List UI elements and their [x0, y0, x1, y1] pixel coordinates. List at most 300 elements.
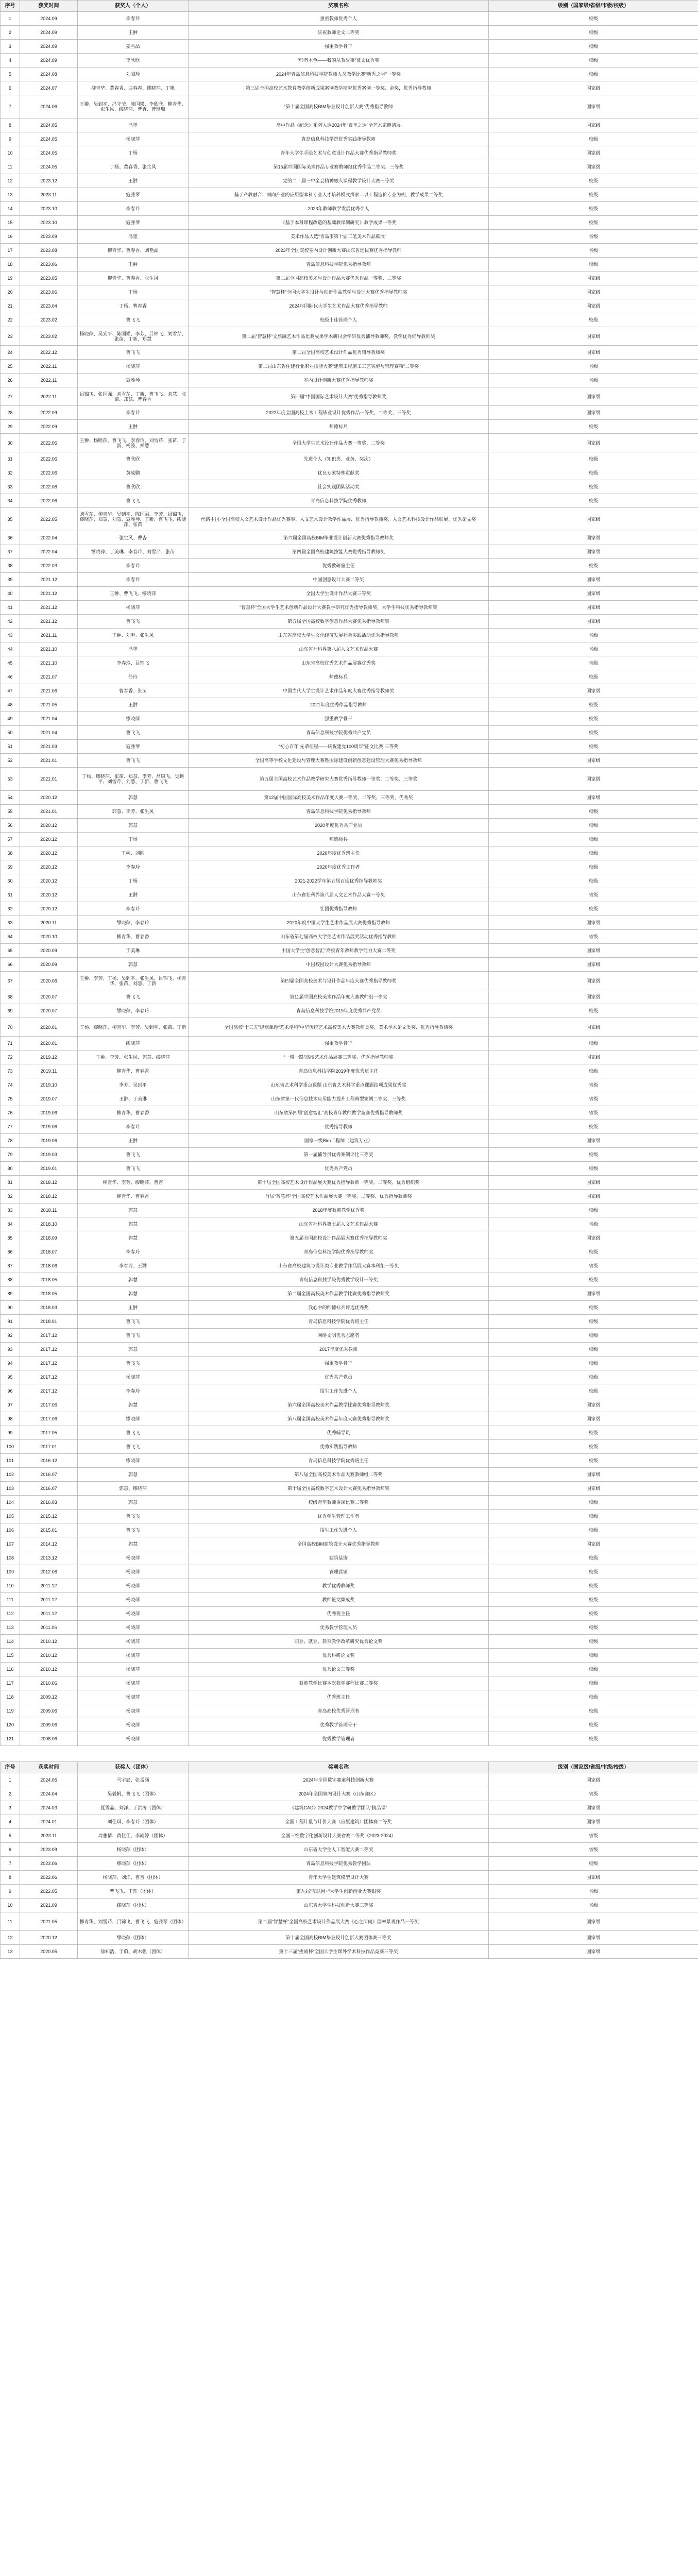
- table-row: [1, 1259, 698, 1273]
- cell-date: 2011.12: [20, 1593, 78, 1607]
- cell-date: 2021.04: [20, 726, 78, 740]
- cell-winner: 曹飞飞: [78, 1440, 189, 1454]
- cell-index: 36: [1, 531, 20, 545]
- cell-winner: 姜雪晶: [78, 40, 189, 54]
- table-row: [1, 833, 698, 846]
- section-gap: [0, 1746, 698, 1761]
- cell-level: 校级: [489, 12, 698, 26]
- cell-level: 校级: [489, 67, 698, 81]
- cell-date: 2021.12: [20, 615, 78, 629]
- individual-header-row: [1, 1, 698, 12]
- cell-level: 省级: [489, 1787, 698, 1801]
- cell-level: 国家级: [489, 754, 698, 768]
- header-award: 奖项名称: [189, 1762, 489, 1773]
- cell-award: 庆祝教师论文二等奖: [189, 26, 489, 40]
- table-row: [1, 1704, 698, 1718]
- cell-level: 省级: [489, 888, 698, 902]
- cell-date: 2024.03: [20, 1801, 78, 1815]
- cell-index: 67: [1, 972, 20, 990]
- group-awards-table: [0, 1761, 698, 1959]
- table-row: [1, 1857, 698, 1871]
- cell-winner: 王翀、李芳、丁杨、吴到平、张生风、吕锦飞、柳青华、张苗、刘慧、丁新: [78, 972, 189, 990]
- cell-winner: 郭慧: [78, 1537, 189, 1551]
- cell-award: 优秀班主任: [189, 1607, 489, 1621]
- cell-winner: 曹飞飞: [78, 1148, 189, 1162]
- cell-level: 校级: [489, 902, 698, 916]
- table-row: [1, 480, 698, 494]
- cell-level: 校级: [489, 846, 698, 860]
- cell-winner: 柳青华、曹春香、张生风: [78, 272, 189, 285]
- cell-award: 中国大学生“创意智汇”高校青年教师教学能力大赛二等奖: [189, 944, 489, 958]
- cell-winner: 丁杨: [78, 285, 189, 299]
- cell-index: 31: [1, 452, 20, 466]
- cell-level: 校级: [489, 1565, 698, 1579]
- cell-date: 2022.09: [20, 406, 78, 420]
- table-row: [1, 1537, 698, 1551]
- cell-index: 28: [1, 406, 20, 420]
- cell-award: 校级十佳管理个人: [189, 313, 489, 327]
- cell-index: 84: [1, 1217, 20, 1231]
- cell-date: 2019.06: [20, 1120, 78, 1134]
- cell-award: 基于产教融合、面向产业的应用型本科专业人才培养模式探索—以工程造价专业为例，教学成果二等奖: [189, 188, 489, 202]
- cell-date: 2024.06: [20, 95, 78, 118]
- cell-level: 省级: [489, 360, 698, 374]
- cell-date: 2022.06: [20, 494, 78, 508]
- table-row: [1, 1370, 698, 1384]
- cell-winner: 王翀: [78, 888, 189, 902]
- cell-winner: 柳青华、曹春香: [78, 1190, 189, 1204]
- cell-award: 职业、就业、教育教学改革研究优秀论文奖: [189, 1635, 489, 1649]
- cell-index: 1: [1, 1773, 20, 1787]
- cell-date: 2024.05: [20, 160, 78, 174]
- cell-winner: 曹欣欣: [78, 480, 189, 494]
- table-row: [1, 1176, 698, 1190]
- cell-date: 2022.11: [20, 387, 78, 406]
- cell-level: 校级: [489, 712, 698, 726]
- cell-winner: 郭慧: [78, 1231, 189, 1245]
- cell-winner: 李春玲: [78, 1384, 189, 1398]
- table-row: [1, 1843, 698, 1857]
- cell-index: 80: [1, 1162, 20, 1176]
- cell-winner: 李春玲、吕锦飞: [78, 656, 189, 670]
- cell-date: 2020.01: [20, 1037, 78, 1050]
- cell-award: 社会实践团队活动奖: [189, 480, 489, 494]
- cell-award: 师德标兵: [189, 420, 489, 434]
- table-row: [1, 819, 698, 833]
- table-row: [1, 902, 698, 916]
- cell-winner: 任玲: [78, 670, 189, 684]
- table-row: [1, 958, 698, 972]
- cell-level: 校级: [489, 1204, 698, 1217]
- cell-award: 网络文明优秀志愿者: [189, 1329, 489, 1343]
- cell-level: 校级: [489, 1663, 698, 1676]
- cell-award: 第六届全国高校BIM毕业设计创新大赛优秀指导教师奖: [189, 531, 489, 545]
- table-row: [1, 629, 698, 642]
- cell-level: 校级: [489, 216, 698, 230]
- cell-date: 2019.01: [20, 1162, 78, 1176]
- cell-award: 第二届山东省住建行业职业技能大赛“建筑工程施工工艺实施与管理赛项”二等奖: [189, 360, 489, 374]
- cell-level: 校级: [489, 40, 698, 54]
- cell-winner: 杨晓萍: [78, 1621, 189, 1635]
- header-award: 奖项名称: [189, 1, 489, 12]
- cell-award: 山东省大学生人工智能大赛二等奖: [189, 1843, 489, 1857]
- cell-index: 11: [1, 1912, 20, 1931]
- cell-winner: 王翀、李芳、张生风、郭慧、缪晓萍: [78, 1050, 189, 1064]
- table-row: [1, 374, 698, 387]
- cell-index: 121: [1, 1732, 20, 1746]
- cell-level: 校级: [489, 466, 698, 480]
- cell-award: 建筑装饰: [189, 1551, 489, 1565]
- cell-date: 2017.06: [20, 1412, 78, 1426]
- cell-date: 2009.06: [20, 1718, 78, 1732]
- cell-date: 2022.06: [20, 434, 78, 452]
- table-row: [1, 1787, 698, 1801]
- table-row: [1, 1315, 698, 1329]
- cell-award: 招生工作先进个人: [189, 1384, 489, 1398]
- cell-winner: 丁杨、缪晓萍、张苗、郑慧、李芳、吕锦飞、吴到平、刘雪芹、刘慧、丁新、曹飞飞: [78, 768, 189, 791]
- cell-award: 青岛信息科技学院优秀指导教师: [189, 805, 489, 819]
- cell-award: 优秀实践指导教师: [189, 1440, 489, 1454]
- cell-winner: 曹欣欣: [78, 452, 189, 466]
- table-row: [1, 754, 698, 768]
- cell-index: 2: [1, 26, 20, 40]
- cell-index: 40: [1, 587, 20, 601]
- cell-award: 美术作品入选“青岛市第十届工笔美术作品联展”: [189, 230, 489, 244]
- cell-index: 87: [1, 1259, 20, 1273]
- cell-winner: 李春玲: [78, 559, 189, 573]
- table-row: [1, 1190, 698, 1204]
- cell-index: 3: [1, 40, 20, 54]
- cell-level: 国家级: [489, 434, 698, 452]
- cell-level: 校级: [489, 740, 698, 754]
- cell-level: 省级: [489, 1829, 698, 1843]
- table-row: [1, 387, 698, 406]
- cell-level: 国家级: [489, 1482, 698, 1496]
- cell-winner: 杨晓萍: [78, 1607, 189, 1621]
- cell-date: 2015.12: [20, 1510, 78, 1523]
- cell-award: 2024年全国数字赛道科技创新大赛: [189, 1773, 489, 1787]
- cell-date: 2011.12: [20, 1607, 78, 1621]
- cell-date: 2022.06: [20, 1871, 78, 1885]
- cell-winner: 曹飞飞: [78, 313, 189, 327]
- cell-winner: 冯墨: [78, 230, 189, 244]
- cell-index: 112: [1, 1607, 20, 1621]
- cell-level: 校级: [489, 833, 698, 846]
- cell-level: 省级: [489, 1106, 698, 1120]
- table-row: [1, 1482, 698, 1496]
- cell-award: 招生工作先进个人: [189, 1523, 489, 1537]
- cell-level: 校级: [489, 1148, 698, 1162]
- cell-index: 47: [1, 684, 20, 698]
- cell-date: 2022.06: [20, 452, 78, 466]
- cell-level: 校级: [489, 1357, 698, 1370]
- cell-winner: 曹春香、张苗: [78, 684, 189, 698]
- cell-award: 优秀论文三等奖: [189, 1663, 489, 1676]
- cell-date: 2010.12: [20, 1663, 78, 1676]
- cell-level: 校级: [489, 1301, 698, 1315]
- table-row: [1, 698, 698, 712]
- cell-date: 2019.12: [20, 1050, 78, 1064]
- cell-winner: 寇雅琴: [78, 374, 189, 387]
- cell-award: 第四届全国高校建筑技能大赛优秀指导教师奖: [189, 545, 489, 559]
- cell-level: 校级: [489, 420, 698, 434]
- cell-index: 4: [1, 54, 20, 67]
- cell-date: 2018.07: [20, 1245, 78, 1259]
- table-row: [1, 972, 698, 990]
- table-row: [1, 81, 698, 95]
- table-row: [1, 12, 698, 26]
- table-row: [1, 1004, 698, 1018]
- cell-index: 38: [1, 559, 20, 573]
- cell-level: 国家级: [489, 1050, 698, 1064]
- cell-winner: 杨晓萍: [78, 1579, 189, 1593]
- cell-winner: 李欣欣: [78, 54, 189, 67]
- cell-winner: 杨晓萍: [78, 1718, 189, 1732]
- cell-winner: 曹飞飞: [78, 754, 189, 768]
- cell-winner: 柳青华、黄春香、曲春春、缪晓萍、丁艳: [78, 81, 189, 95]
- cell-index: 116: [1, 1663, 20, 1676]
- cell-index: 30: [1, 434, 20, 452]
- cell-index: 35: [1, 508, 20, 531]
- cell-award: 全国高校BIM建筑设计大赛优秀指导教师: [189, 1537, 489, 1551]
- cell-winner: 丁杨: [78, 874, 189, 888]
- cell-index: 39: [1, 573, 20, 587]
- cell-level: 校级: [489, 54, 698, 67]
- cell-index: 55: [1, 805, 20, 819]
- cell-level: 国家级: [489, 1412, 698, 1426]
- cell-date: 2020.09: [20, 958, 78, 972]
- cell-level: 校级: [489, 1593, 698, 1607]
- cell-index: 6: [1, 81, 20, 95]
- cell-date: 2020.10: [20, 930, 78, 944]
- cell-winner: 于美琳: [78, 944, 189, 958]
- cell-date: 2019.06: [20, 1106, 78, 1120]
- cell-winner: 郭慧: [78, 1287, 189, 1301]
- cell-index: 66: [1, 958, 20, 972]
- cell-level: 国家级: [489, 1537, 698, 1551]
- cell-index: 5: [1, 67, 20, 81]
- cell-level: 国家级: [489, 916, 698, 930]
- cell-level: 国家级: [489, 387, 698, 406]
- table-row: [1, 1204, 698, 1217]
- cell-winner: 李春玲: [78, 902, 189, 916]
- cell-date: 2018.06: [20, 1259, 78, 1273]
- table-row: [1, 434, 698, 452]
- table-row: [1, 712, 698, 726]
- cell-level: 校级: [489, 1004, 698, 1018]
- cell-winner: 曹飞飞: [78, 990, 189, 1004]
- cell-award: 山东省第一代信息技术应用能力提升工程典型案例二等奖、三等奖: [189, 1092, 489, 1106]
- cell-date: 2020.12: [20, 1931, 78, 1945]
- cell-award: 第三届全国高校艺术教育教学创新成果案例教学研究优秀案例一等奖、金奖，优秀指导教师: [189, 81, 489, 95]
- table-row: [1, 531, 698, 545]
- cell-index: 43: [1, 629, 20, 642]
- cell-award: 山东省高校大学生文化经济发展社会实践活动优秀指导教师: [189, 629, 489, 642]
- cell-index: 25: [1, 360, 20, 374]
- cell-level: 校级: [489, 1426, 698, 1440]
- cell-date: 2024.05: [20, 118, 78, 132]
- cell-date: 2018.09: [20, 1231, 78, 1245]
- cell-date: 2021.07: [20, 670, 78, 684]
- cell-winner: 缪晓萍（团体）: [78, 1857, 189, 1871]
- cell-level: 校级: [489, 1621, 698, 1635]
- cell-award: 2024年国际代大学生艺术作品大赛优秀指导教师: [189, 299, 489, 313]
- cell-date: 2024.05: [20, 1773, 78, 1787]
- cell-index: 16: [1, 230, 20, 244]
- cell-level: 国家级: [489, 1468, 698, 1482]
- cell-date: 2022.04: [20, 531, 78, 545]
- cell-date: 2016.07: [20, 1482, 78, 1496]
- cell-index: 117: [1, 1676, 20, 1690]
- cell-index: 110: [1, 1579, 20, 1593]
- header-winner: 获奖人（个人）: [78, 1, 189, 12]
- cell-award: 山东省社科界第七届人文艺术作品大赛: [189, 1217, 489, 1231]
- cell-award: 丝路中国·全国高校人文艺术设计作品优秀赛事、人文艺术设计教学作品展、优秀指导教师奖、人文艺术科技设计作品联展、优秀论文奖: [189, 508, 489, 531]
- table-row: [1, 1412, 698, 1426]
- cell-date: 2011.12: [20, 1579, 78, 1593]
- cell-winner: 柳青华、曹春香: [78, 1064, 189, 1078]
- table-row: [1, 258, 698, 272]
- table-row: [1, 508, 698, 531]
- cell-winner: 周雅倩、黄佳佳、李雨婷（团体）: [78, 1829, 189, 1843]
- cell-level: 国家级: [489, 990, 698, 1004]
- cell-level: 校级: [489, 1704, 698, 1718]
- table-row: [1, 1245, 698, 1259]
- cell-level: 校级: [489, 1635, 698, 1649]
- table-row: [1, 285, 698, 299]
- cell-date: 2017.12: [20, 1357, 78, 1370]
- table-row: [1, 1384, 698, 1398]
- cell-winner: 杨晓萍: [78, 1676, 189, 1690]
- cell-award: 2020年度中国大学生艺术作品展大赛优秀指导教师: [189, 916, 489, 930]
- cell-index: 103: [1, 1482, 20, 1496]
- cell-winner: 冯墨: [78, 118, 189, 132]
- table-row: [1, 545, 698, 559]
- table-row: [1, 1018, 698, 1037]
- cell-winner: 李春玲: [78, 1120, 189, 1134]
- cell-award: 全国工程计量与计价大赛（房屋建筑）团体赛二等奖: [189, 1815, 489, 1829]
- cell-level: 国家级: [489, 545, 698, 559]
- cell-winner: 郭慧: [78, 1398, 189, 1412]
- cell-index: 21: [1, 299, 20, 313]
- cell-winner: 王翀、刘尹、张生风: [78, 629, 189, 642]
- cell-index: 26: [1, 374, 20, 387]
- cell-date: 2024.05: [20, 146, 78, 160]
- cell-level: 国家级: [489, 1134, 698, 1148]
- table-row: [1, 1579, 698, 1593]
- cell-date: 2023.04: [20, 299, 78, 313]
- cell-level: 校级: [489, 1064, 698, 1078]
- cell-award: 青岛信息科技学院2019年度优秀共产党员: [189, 1004, 489, 1018]
- cell-winner: 王翀: [78, 420, 189, 434]
- cell-date: 2021.01: [20, 805, 78, 819]
- cell-winner: 杨晓萍: [78, 1635, 189, 1649]
- table-row: [1, 670, 698, 684]
- cell-winner: 丁杨: [78, 146, 189, 160]
- cell-level: 省级: [489, 1843, 698, 1857]
- cell-award: 青岛信息科技学院优秀实践指导教师: [189, 132, 489, 146]
- cell-winner: 杨晓萍: [78, 1565, 189, 1579]
- cell-level: 国家级: [489, 146, 698, 160]
- cell-level: 国家级: [489, 118, 698, 132]
- cell-level: 校级: [489, 132, 698, 146]
- cell-level: 省级: [489, 1217, 698, 1231]
- cell-level: 国家级: [489, 1801, 698, 1815]
- cell-winner: 丁杨、曹春香: [78, 299, 189, 313]
- cell-index: 108: [1, 1551, 20, 1565]
- cell-date: 2019.03: [20, 1148, 78, 1162]
- table-row: [1, 299, 698, 313]
- cell-date: 2020.06: [20, 972, 78, 990]
- cell-date: 2020.05: [20, 1945, 78, 1959]
- cell-award: 强重教师优秀个人: [189, 12, 489, 26]
- table-row: [1, 726, 698, 740]
- cell-award: 2022年度全国高校土木工程毕业设计优秀作品一等奖、二等奖、三等奖: [189, 406, 489, 420]
- cell-award: 优秀教研室主任: [189, 559, 489, 573]
- cell-index: 60: [1, 874, 20, 888]
- cell-level: 省级: [489, 1885, 698, 1899]
- cell-level: 国家级: [489, 1231, 698, 1245]
- cell-level: 国家级: [489, 1815, 698, 1829]
- cell-level: 校级: [489, 1690, 698, 1704]
- cell-award: 强重教学骨干: [189, 40, 489, 54]
- cell-winner: 黄成鹏: [78, 466, 189, 480]
- cell-award: 党的二十届三中全会精神融入课程教学设计大赛一等奖: [189, 174, 489, 188]
- table-row: [1, 1217, 698, 1231]
- cell-award: 国家一级Bim工程师（建筑专业）: [189, 1134, 489, 1148]
- table-row: [1, 1815, 698, 1829]
- cell-index: 18: [1, 258, 20, 272]
- cell-winner: 刘佳琪、李春玲（团体）: [78, 1815, 189, 1829]
- cell-level: 国家级: [489, 1398, 698, 1412]
- cell-date: 2021.01: [20, 754, 78, 768]
- cell-index: 59: [1, 860, 20, 874]
- table-row: [1, 406, 698, 420]
- cell-winner: 曹飞飞: [78, 494, 189, 508]
- cell-level: 国家级: [489, 1018, 698, 1037]
- cell-level: 省级: [489, 656, 698, 670]
- cell-level: 校级: [489, 1162, 698, 1176]
- cell-award: 青年大学生建筑模型设计大赛: [189, 1871, 489, 1885]
- table-row: [1, 202, 698, 216]
- cell-award: 第15届中国国际美术作品专业赛教师组优秀作品二等奖、三等奖: [189, 160, 489, 174]
- cell-date: 2009.12: [20, 1690, 78, 1704]
- cell-level: 校级: [489, 1718, 698, 1732]
- cell-index: 68: [1, 990, 20, 1004]
- cell-winner: 郭慧、李芳、张生风: [78, 805, 189, 819]
- cell-date: 2023.09: [20, 230, 78, 244]
- cell-level: 国家级: [489, 272, 698, 285]
- cell-award: 优秀共产党员: [189, 1370, 489, 1384]
- cell-date: 2021.06: [20, 684, 78, 698]
- cell-award: “智慧杯”全国大学生艺术创新作品设计大赛教学研究优秀指导教师奖、大学生科技优秀指导教师奖: [189, 601, 489, 615]
- cell-date: 2018.03: [20, 1301, 78, 1315]
- cell-date: 2024.09: [20, 40, 78, 54]
- table-row: [1, 160, 698, 174]
- cell-winner: 郭慧: [78, 819, 189, 833]
- cell-level: 校级: [489, 1245, 698, 1259]
- cell-index: 106: [1, 1523, 20, 1537]
- cell-level: 校级: [489, 258, 698, 272]
- cell-date: 2018.05: [20, 1273, 78, 1287]
- cell-date: 2019.10: [20, 1078, 78, 1092]
- cell-winner: 王翀、于美琳: [78, 1092, 189, 1106]
- cell-award: 2024年全国室内设计大赛（山东赛区）: [189, 1787, 489, 1801]
- cell-date: 2018.12: [20, 1190, 78, 1204]
- cell-index: 102: [1, 1468, 20, 1482]
- cell-level: 校级: [489, 1370, 698, 1384]
- cell-index: 52: [1, 754, 20, 768]
